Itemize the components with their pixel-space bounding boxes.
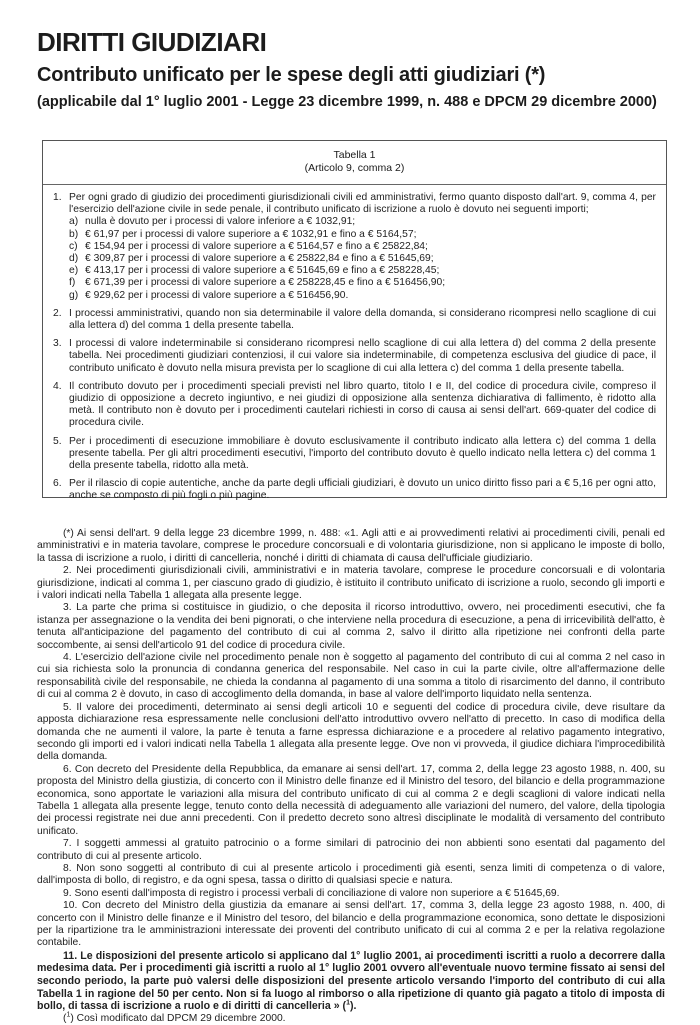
note-paragraph-bold: [37, 950, 665, 1013]
item-number: 3.: [53, 338, 62, 350]
subitem: [69, 277, 656, 289]
item-text: Per il rilascio di copie autentiche, anche da parte degli ufficiali giudiziari, è dovuto un unico diritto fisso pari a € 5,16 per ogni atto, anche se composto di più fogli o più pagine.: [69, 478, 656, 502]
note-paragraph: 6. Con decreto del Presidente della Repubblica, da emanare ai sensi dell'art. 17, comma 2, della legge 23 agosto 1988, n. 400, su proposta del Ministro della giustizia, di concerto con il Ministro delle finanze ed il Ministro del tesoro, del bilancio e della programmazione economica, sono apportate le variazioni alla misura del contributo unificato di cui al comma 2 e degli scaglioni di valore indicati nella Tabella 1 allegata alla presente legge, tenuto conto della necessità di adeguamento alle variazioni del numero, del valore, della tipologia dei processi registrate nei due anni precedenti. Con il predetto decreto sono altresì disciplinate le modalità di versamento del contributo unificato.: [37, 763, 665, 837]
note-paragraph: 3. La parte che prima si costituisce in giudizio, o che deposita il ricorso introduttivo, ovvero, nei procedimenti esecutivi, che fa istanza per assegnazione o la vendita dei beni pignorati, o che interviene nella procedura di esecuzione, a pena di irricevibilità dell'atto, è tenuta all'anticipazione del pagamento del contributo di cui al comma 2, salvo il diritto alla ripetizione nei confronti della parte soccombente, ai sensi dell'articolo 91 del codice di procedura civile.: [37, 602, 665, 651]
subitem-letter: f): [69, 277, 76, 289]
note-paragraph: 4. L'esercizio dell'azione civile nel procedimento penale non è soggetto al pagamento del contributo di cui al comma 2 nel caso in cui sia richiesta solo la pronuncia di condanna generica del responsabile. Nel caso in cui la parte civile, oltre all'affermazione delle responsabilità civile del responsabile, ne chieda la condanna al pagamento di una somma a titolo di risarcimento del danno, il contributo di cui al comma 2 è dovuto, in caso di accoglimento della domanda, in base al valore dell'importo liquidato nella sentenza.: [37, 652, 665, 701]
subitem-letter: b): [69, 228, 79, 240]
page-title: DIRITTI GIUDIZIARI: [37, 27, 267, 57]
footnote: [37, 1013, 665, 1025]
item-number: 1.: [53, 192, 62, 203]
applicability-note: (applicabile dal 1° luglio 2001 - Legge 23 dicembre 1999, n. 488 e DPCM 29 dicembre 2000): [37, 94, 657, 110]
subitem-text: nulla è dovuto per i processi di valore inferiore a € 1032,91;: [85, 216, 356, 228]
item-text: I processi amministrativi, quando non sia determinabile il valore della domanda, si considerano ricompresi nello scaglione di cui alla lettera d) del comma 1 della presente tabella.: [69, 307, 656, 332]
table-item: [53, 338, 656, 375]
table-item: [53, 478, 656, 502]
table-item: [53, 436, 656, 473]
footnote-open: (: [63, 1012, 67, 1024]
table-title: Tabella 1: [333, 149, 376, 161]
table-item: [53, 192, 656, 302]
subitem-text: € 671,39 per i processi di valore superiore a € 258228,45 e fino a € 516456,90;: [85, 277, 446, 289]
subitem: [69, 265, 656, 277]
subitem-text: € 413,17 per i processi di valore superiore a € 51645,69 e fino a € 258228,45;: [85, 265, 440, 277]
item-text: Per i procedimenti di esecuzione immobiliare è dovuto esclusivamente il contributo indicato alla lettera c) del comma 1 della presente tabella. Per gli altri procedimenti esecutivi, l'importo del contributo dovuto è quello indicato nella lettera c) del comma 1 della presente tabella, ridotto alla metà.: [69, 435, 656, 472]
table-header: [43, 141, 666, 185]
subitem-letter: d): [69, 253, 79, 265]
subitem-text: € 929,62 per i processi di valore superiore a € 516456,90.: [85, 289, 349, 301]
legal-notes: [37, 528, 665, 1025]
subitem-letter: c): [69, 240, 78, 252]
item-text: I processi di valore indeterminabile si considerano ricompresi nello scaglione di cui alla lettera d) del comma 2 della presente tabella. Nei procedimenti giudiziari contenziosi, il cui valore sia indeterminabile, di competenza esclusiva del giudice di pace, il contributo unificato è dovuto nella misura prevista per lo scaglione di cui alla lettera c) del comma 1 della presente tabella.: [69, 338, 656, 374]
subitem-letter: g): [69, 289, 79, 301]
note-paragraph: 9. Sono esenti dall'imposta di registro i processi verbali di conciliazione di valore non superiore a € 51645,69.: [63, 887, 560, 899]
item-number: 2.: [53, 307, 62, 319]
footnote-marker: 1: [66, 1011, 71, 1019]
note-paragraph: 7. I soggetti ammessi al gratuito patrocinio o a forme similari di patrocinio dei non abbienti sono esentati dal pagamento del contributo di cui al presente articolo.: [37, 838, 665, 862]
table-item: [53, 308, 656, 332]
table-body: [43, 185, 666, 503]
footnote-text: ) Così modificato dal DPCM 29 dicembre 2000.: [70, 1012, 286, 1024]
page-subtitle: Contributo unificato per le spese degli atti giudiziari (*): [37, 64, 546, 86]
subitem: [69, 290, 656, 302]
item-text: Per ogni grado di giudizio dei procedimenti giurisdizionali civili ed amministrativi, fermo quanto disposto dall'art. 9, comma 4, per l'esercizio dell'azione civile in sede penale, il contributo unificato di iscrizione a ruolo è dovuto nei seguenti importi;: [69, 192, 656, 216]
table-reference: (Articolo 9, comma 2): [304, 162, 405, 174]
subitem-text: € 61,97 per i processi di valore superiore a € 1032,91 e fino a € 5164,57;: [85, 228, 417, 240]
note-paragraph: 8. Non sono soggetti al contributo di cui al presente articolo i procedimenti già esenti, senza limiti di competenza o di valore, dall'imposta di bollo, di registro, e da ogni spesa, tassa o diritto di qualsiasi specie e natura.: [37, 862, 665, 887]
subitem: [69, 241, 656, 253]
note-paragraph: 2. Nei procedimenti giurisdizionali civili, amministrativi e in materia tavolare, comprese le procedure concorsuali e di volontaria giurisdizione, indicati al comma 1, per ciascuno grado di giudizio, è istituito il contributo unificato di iscrizione a ruolo, secondo gli importi e i valori indicati nella Tabella 1 allegata alla presente legge.: [37, 565, 665, 602]
footnote-reference: 1: [346, 999, 350, 1007]
subitem-letter: e): [69, 265, 79, 277]
note-paragraph: 10. Con decreto del Ministro della giustizia da emanare ai sensi dell'art. 17, comma 3, della legge 23 agosto 1988, n. 400, di concerto con il Ministro delle finanze e il Ministro del tesoro, del bilancio e della programmazione economica, sono dettate le disposizioni per la ripartizione tra le amministrazioni interessate dei proventi del contributo unificato di cui al comma 2 e per la relativa regolazione contabile.: [37, 900, 665, 949]
item-number: 4.: [53, 380, 62, 392]
note-paragraph: 5. Il valore dei procedimenti, determinato ai sensi degli articoli 10 e seguenti del codice di procedura civile, deve risultare da apposta dichiarazione resa espressamente nelle conclusioni dell'atto introduttivo ovvero nell'atto di precetto. In caso di modifica della domanda che ne aumenti il valore, la parte è tenuta a farne espressa dichiarazione e a procedere al relativo pagamento integrativo, secondo gli importi ed i valori indicati nella Tabella 1 allegata alla presente legge. Ove non vi provveda, il giudice dichiara l'improcedibilità della domanda.: [37, 701, 665, 763]
item-number: 6.: [53, 478, 62, 490]
subitem: [69, 253, 656, 265]
subitem: [69, 216, 656, 228]
item-number: 5.: [53, 435, 62, 447]
subitem-text: € 309,87 per i processi di valore superiore a € 25822,84 e fino a € 51645,69;: [85, 253, 434, 265]
table-item: [53, 381, 656, 430]
subitem-letter: a): [69, 216, 79, 228]
subitem: [69, 229, 656, 241]
note-paragraph: (*) Ai sensi dell'art. 9 della legge 23 dicembre 1999, n. 488: «1. Agli atti e ai provvedimenti relativi ai procedimenti civili, penali ed amministrativi e in materia tavolare, comprese le procedure concorsuali e di volontaria giurisdizione, non si applicano le imposte di bollo, la tassa di iscrizione a ruolo, i diritti di cancelleria, nonché i diritti di chiamata di causa dell'ufficiale giudiziario.: [37, 528, 665, 564]
subitem-text: € 154,94 per i processi di valore superiore a € 5164,57 e fino a € 25822,84;: [85, 240, 428, 252]
item-text: Il contributo dovuto per i procedimenti speciali previsti nel libro quarto, titolo I e II, del codice di procedura civile, compreso il giudizio di opposizione a decreto ingiuntivo, e nei giudizi di opposizione alla sentenza dichiarativa di fallimento, è ridotto alla metà. Il contributo non è dovuto per i procedimenti cautelari richiesti in corso di causa ai sensi dell'art. 669-quater del codice di procedura civile.: [69, 380, 656, 429]
bold-paragraph-end: ).: [349, 1000, 357, 1013]
bold-paragraph-text: 11. Le disposizioni del presente articolo si applicano dal 1° luglio 2001, ai procedimenti iscritti a ruolo a decorrere dalla medesima data. Per i procedimenti già iscritti a ruolo al 1° luglio 2001 ovvero all'eventuale nuovo termine fissato ai sensi del secondo periodo, la parte può valersi delle disposizioni del presente articolo versando l'importo del contributo di cui alla Tabella 1 in ragione del 50 per cento. Non si fa luogo al rimborso o alla ripetizione di quanto già pagato a titolo di imposta di bollo, di tassa di iscrizione a ruolo e di diritti di cancelleria » (: [37, 949, 665, 1013]
tabella-1: [42, 140, 667, 502]
